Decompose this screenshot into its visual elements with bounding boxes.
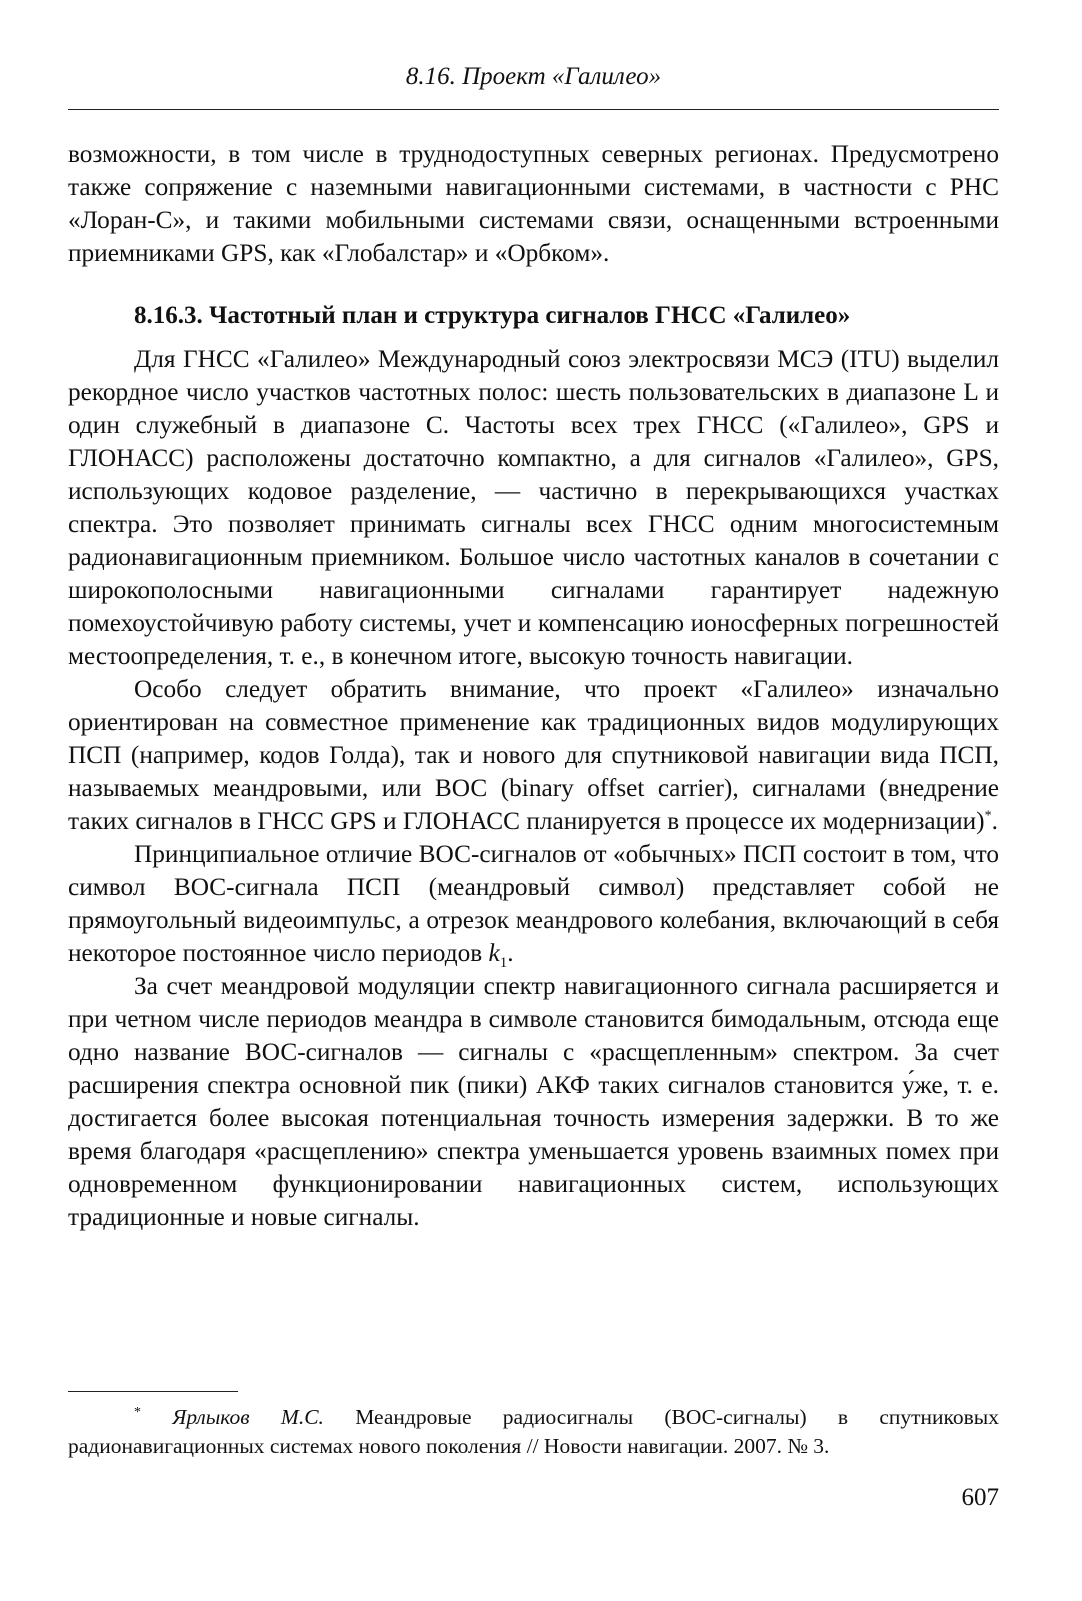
symbol-subscript: 1 <box>499 955 508 972</box>
footnote-reference-mark: * <box>984 808 992 824</box>
footnote-text: Меандровые радиосигналы (ВОС-сигналы) в спутниковых радионавигационных системах нового поколения // Новости навигации. 2007. № 3. <box>68 1405 999 1458</box>
symbol-k: k <box>488 939 500 967</box>
page-number: 607 <box>961 1484 999 1511</box>
paragraph-continued: возможности, в том числе в труднодоступных северных регионах. Предусмотрено также сопряжение с наземными навигационными системами, в частности с РНС «Лоран-С», и такими мобильными системами связи, оснащенными встроенными приемниками GPS, как «Глобалстар» и «Орбком». <box>68 140 999 267</box>
main-text <box>68 138 999 1234</box>
paragraph-boc-intro <box>68 673 999 838</box>
section-heading: 8.16.3. Частотный план и структура сигналов ГНСС «Галилео» <box>134 302 851 329</box>
symbol-k1 <box>488 939 508 972</box>
header-rule <box>68 109 999 110</box>
paragraph-frequency-bands: Для ГНСС «Галилео» Международный союз электросвязи МСЭ (ITU) выделил рекордное число участков частотных полос: шесть пользовательских в диапазоне L и один служебный в диапазоне C. Частоты всех трех ГНСС («Галилео», GPS и ГЛОНАСС) расположены достаточно компактно, а для сигналов «Галилео», GPS, использующих кодовое разделение, — частично в перекрывающихся участках спектра. Это позволяет принимать сигналы всех ГНСС одним многосистемным радионавигационным приемником. Большое число частотных каналов в сочетании с широкополосными навигационными сигналами гарантирует надежную помехоустойчивую работу системы, учет и компенсацию ионосферных погрешностей местоопределения, т. е., в конечном итоге, высокую точность навигации. <box>68 345 999 670</box>
running-head: 8.16. Проект «Галилео» <box>405 63 662 90</box>
footnote-author: Ярлыков М.С. <box>172 1405 324 1429</box>
paragraph-boc-difference <box>68 838 999 970</box>
paragraph-boc-difference-end: . <box>507 939 514 967</box>
footnote-rule <box>68 1391 238 1392</box>
footnote-mark: * <box>134 1404 141 1420</box>
paragraph-split-spectrum: За счет меандровой модуляции спектр навигационного сигнала расширяется и при четном числе периодов меандра в символе становится бимодальным, отсюда еще одно название ВОС-сигналов — сигналы с «расщепленным» спектром. За счет расширения спектра основной пик (пики) АКФ таких сигналов становится у́же, т. е. достигается более высокая потенциальная точность измерения задержки. В то же время благодаря «расщеплению» спектра уменьшается уровень взаимных помех при одновременном функционировании навигационных систем, использующих традиционные и новые сигналы. <box>68 972 999 1231</box>
paragraph-boc-intro-text: Особо следует обратить внимание, что проект «Галилео» изначально ориентирован на совместное применение как традиционных видов модулирующих ПСП (например, кодов Голда), так и нового для спутниковой навигации вида ПСП, называемых меандровыми, или ВОС (binary offset carrier), сигналами (внедрение таких сигналов в ГНСС GPS и ГЛОНАСС планируется в процессе их модернизации) <box>68 675 999 835</box>
paragraph-boc-intro-end: . <box>991 807 998 835</box>
paragraph-boc-difference-text: Принципиальное отличие ВОС-сигналов от «обычных» ПСП состоит в том, что символ ВОС-сигнала ПСП (меандровый символ) представляет собой не прямоугольный видеоимпульс, а отрезок меандрового колебания, включающий в себя некоторое постоянное число периодов <box>68 840 999 967</box>
footnote <box>68 1403 999 1461</box>
